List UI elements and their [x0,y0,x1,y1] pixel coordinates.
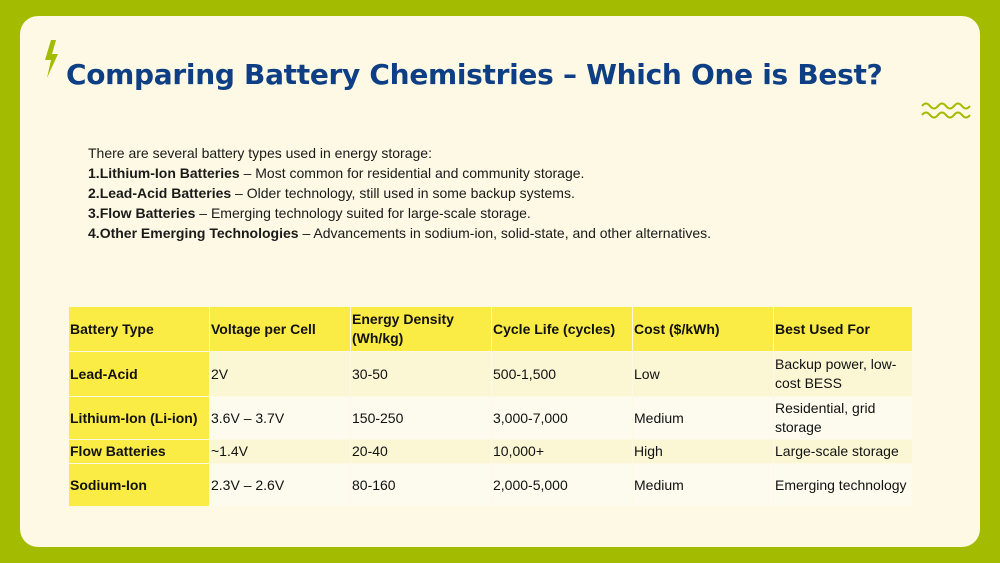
column-header: Battery Type [69,307,209,351]
slide-card [20,16,980,547]
table-header-row [69,307,912,351]
intro-lead: There are several battery types used in energy storage: [88,145,432,161]
table-row [69,352,912,396]
table-cell: Medium [633,464,773,506]
intro-item: 4.Other Emerging Technologies – Advancements in sodium-ion, solid-state, and other alternatives. [88,225,712,241]
table-row [69,464,912,506]
table-cell: 2.3V – 2.6V [210,464,350,506]
table-row [69,397,912,439]
table-cell: Large-scale storage [774,440,912,463]
table-cell: 2,000-5,000 [492,464,632,506]
table-cell: ~1.4V [210,440,350,463]
page-title: Comparing Battery Chemistries – Which One is Best? [66,58,883,91]
table-cell: Lithium-Ion (Li-ion) [69,397,209,439]
table-cell: Emerging technology [774,464,912,506]
column-header: Energy Density (Wh/kg) [351,307,491,351]
table-cell: 500-1,500 [492,352,632,396]
table-cell: Residential, grid storage [774,397,912,439]
table-cell: 30-50 [351,352,491,396]
intro-item: 3.Flow Batteries – Emerging technology suited for large-scale storage. [88,205,531,221]
table-cell: 2V [210,352,350,396]
table-cell: Lead-Acid [69,352,209,396]
column-header: Cycle Life (cycles) [492,307,632,351]
table-cell: Medium [633,397,773,439]
column-header: Cost ($/kWh) [633,307,773,351]
table-cell: Backup power, low-cost BESS [774,352,912,396]
table-cell: 80-160 [351,464,491,506]
table-cell: 150-250 [351,397,491,439]
table-cell: Sodium-Ion [69,464,209,506]
table-row [69,440,912,463]
squiggle-decoration [921,100,981,122]
intro-item: 2.Lead-Acid Batteries – Older technology, still used in some backup systems. [88,185,575,201]
column-header: Best Used For [774,307,912,351]
lightning-bolt-icon [42,40,60,78]
intro-text [88,143,711,243]
table-cell: 3,000-7,000 [492,397,632,439]
table-cell: 3.6V – 3.7V [210,397,350,439]
column-header: Voltage per Cell [210,307,350,351]
table-cell: Flow Batteries [69,440,209,463]
table-cell: 20-40 [351,440,491,463]
intro-item: 1.Lithium-Ion Batteries – Most common for residential and community storage. [88,165,585,181]
table-cell: 10,000+ [492,440,632,463]
table-cell: High [633,440,773,463]
comparison-table [68,306,913,507]
table-cell: Low [633,352,773,396]
